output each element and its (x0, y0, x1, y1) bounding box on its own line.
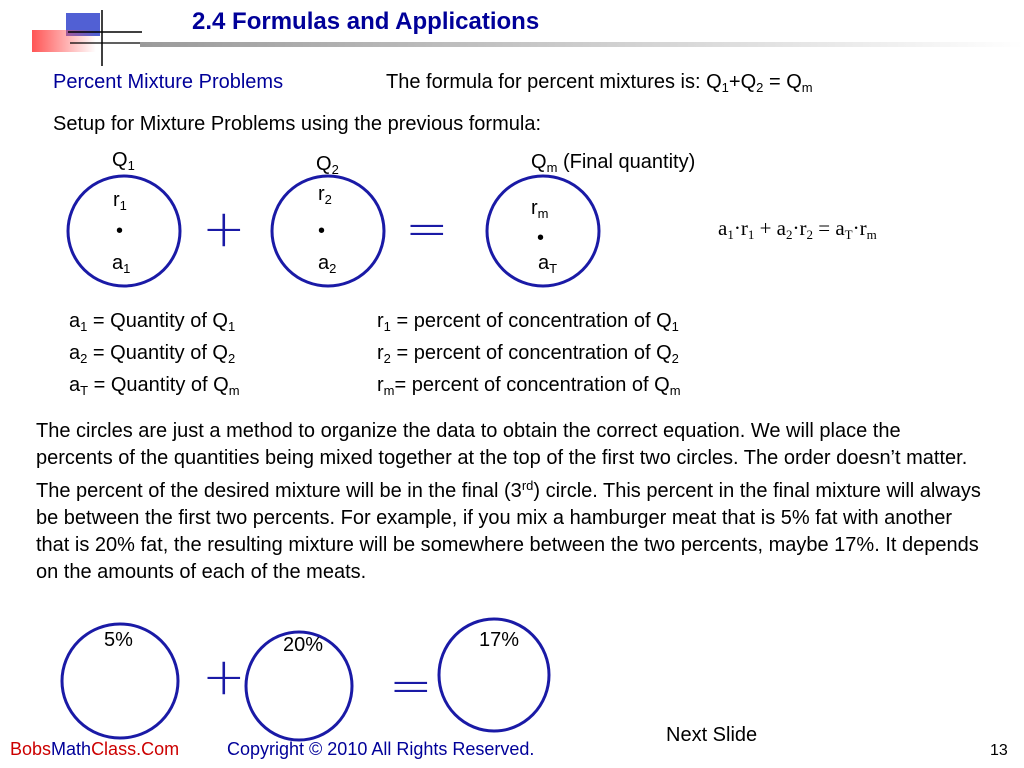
example-plus-sign: + (202, 647, 246, 707)
bullet-1: • (116, 220, 124, 242)
next-slide-link[interactable]: Next Slide (666, 724, 758, 746)
r2-label: $r_2$ (318, 183, 332, 207)
definition-row: $r_2$ = percent of concentration of $Q_2$ (377, 342, 679, 366)
example-equals-sign: = (389, 656, 433, 716)
setup-text: Setup for Mixture Problems using the previous formula: (53, 113, 541, 135)
a1-label: $a_1$ (112, 252, 131, 276)
example-percent-2: 20% (283, 634, 324, 656)
r1-label: $r_1$ (113, 189, 127, 213)
a2-label: $a_2$ (318, 252, 337, 276)
plus-sign: + (202, 199, 246, 259)
page-number: 13 (990, 742, 1008, 759)
explanation-paragraph: The circles are just a method to organize the data to obtain the correct equation. We will place the percents of the quantities being mixed together at the top of the first two circles. The order doesn’t matter. The percent of the desired mixture will be in the final (3rd) circle. This percent in the final mixture will always be between the first two percents. For example, if you mix a hamburger meat that is 5% fat with another that is 20% fat, the resulting mixture will be somewhere between the two percents, maybe 17%. It depends on the amounts of each of the meats. (36, 420, 981, 583)
aT-label: $a_T$ (538, 252, 558, 276)
equals-sign: = (405, 199, 449, 259)
brand-link[interactable]: BobsMathClass.Com (10, 739, 180, 759)
bullet-3: • (537, 227, 545, 249)
section-label: Percent Mixture Problems (53, 71, 284, 93)
bullet-2: • (318, 220, 326, 242)
page-title: 2.4 Formulas and Applications (192, 8, 540, 35)
definition-row: $a_1$ = Quantity of $Q_1$ (69, 310, 236, 334)
definitions-left (69, 308, 240, 404)
example-percent-3: 17% (479, 629, 520, 651)
mixture-equation: $a_1\cdot r_1 + a_2\cdot r_2 = a_T\cdot r_m$ (718, 216, 877, 242)
definition-row: $a_T$ = Quantity of $Q_m$ (69, 374, 240, 398)
definition-row: $r_1$ = percent of concentration of $Q_1$ (377, 310, 679, 334)
qm-label: $Q_m$ (Final quantity) (531, 151, 696, 175)
q2-label: $Q_2$ (316, 153, 339, 177)
formula-intro: The formula for percent mixtures is: $Q_1+Q_2 = Q_m$ (386, 71, 813, 95)
example-percent-1: 5% (104, 629, 133, 651)
definition-row: $r_m=$ percent of concentration of $Q_m$ (377, 374, 681, 398)
definition-row: $a_2$ = Quantity of $Q_2$ (69, 342, 236, 366)
copyright: Copyright © 2010 All Rights Reserved. (227, 739, 535, 759)
q1-label: $Q_1$ (112, 149, 135, 173)
definitions-right (377, 308, 681, 404)
rm-label: $r_m$ (531, 197, 549, 221)
